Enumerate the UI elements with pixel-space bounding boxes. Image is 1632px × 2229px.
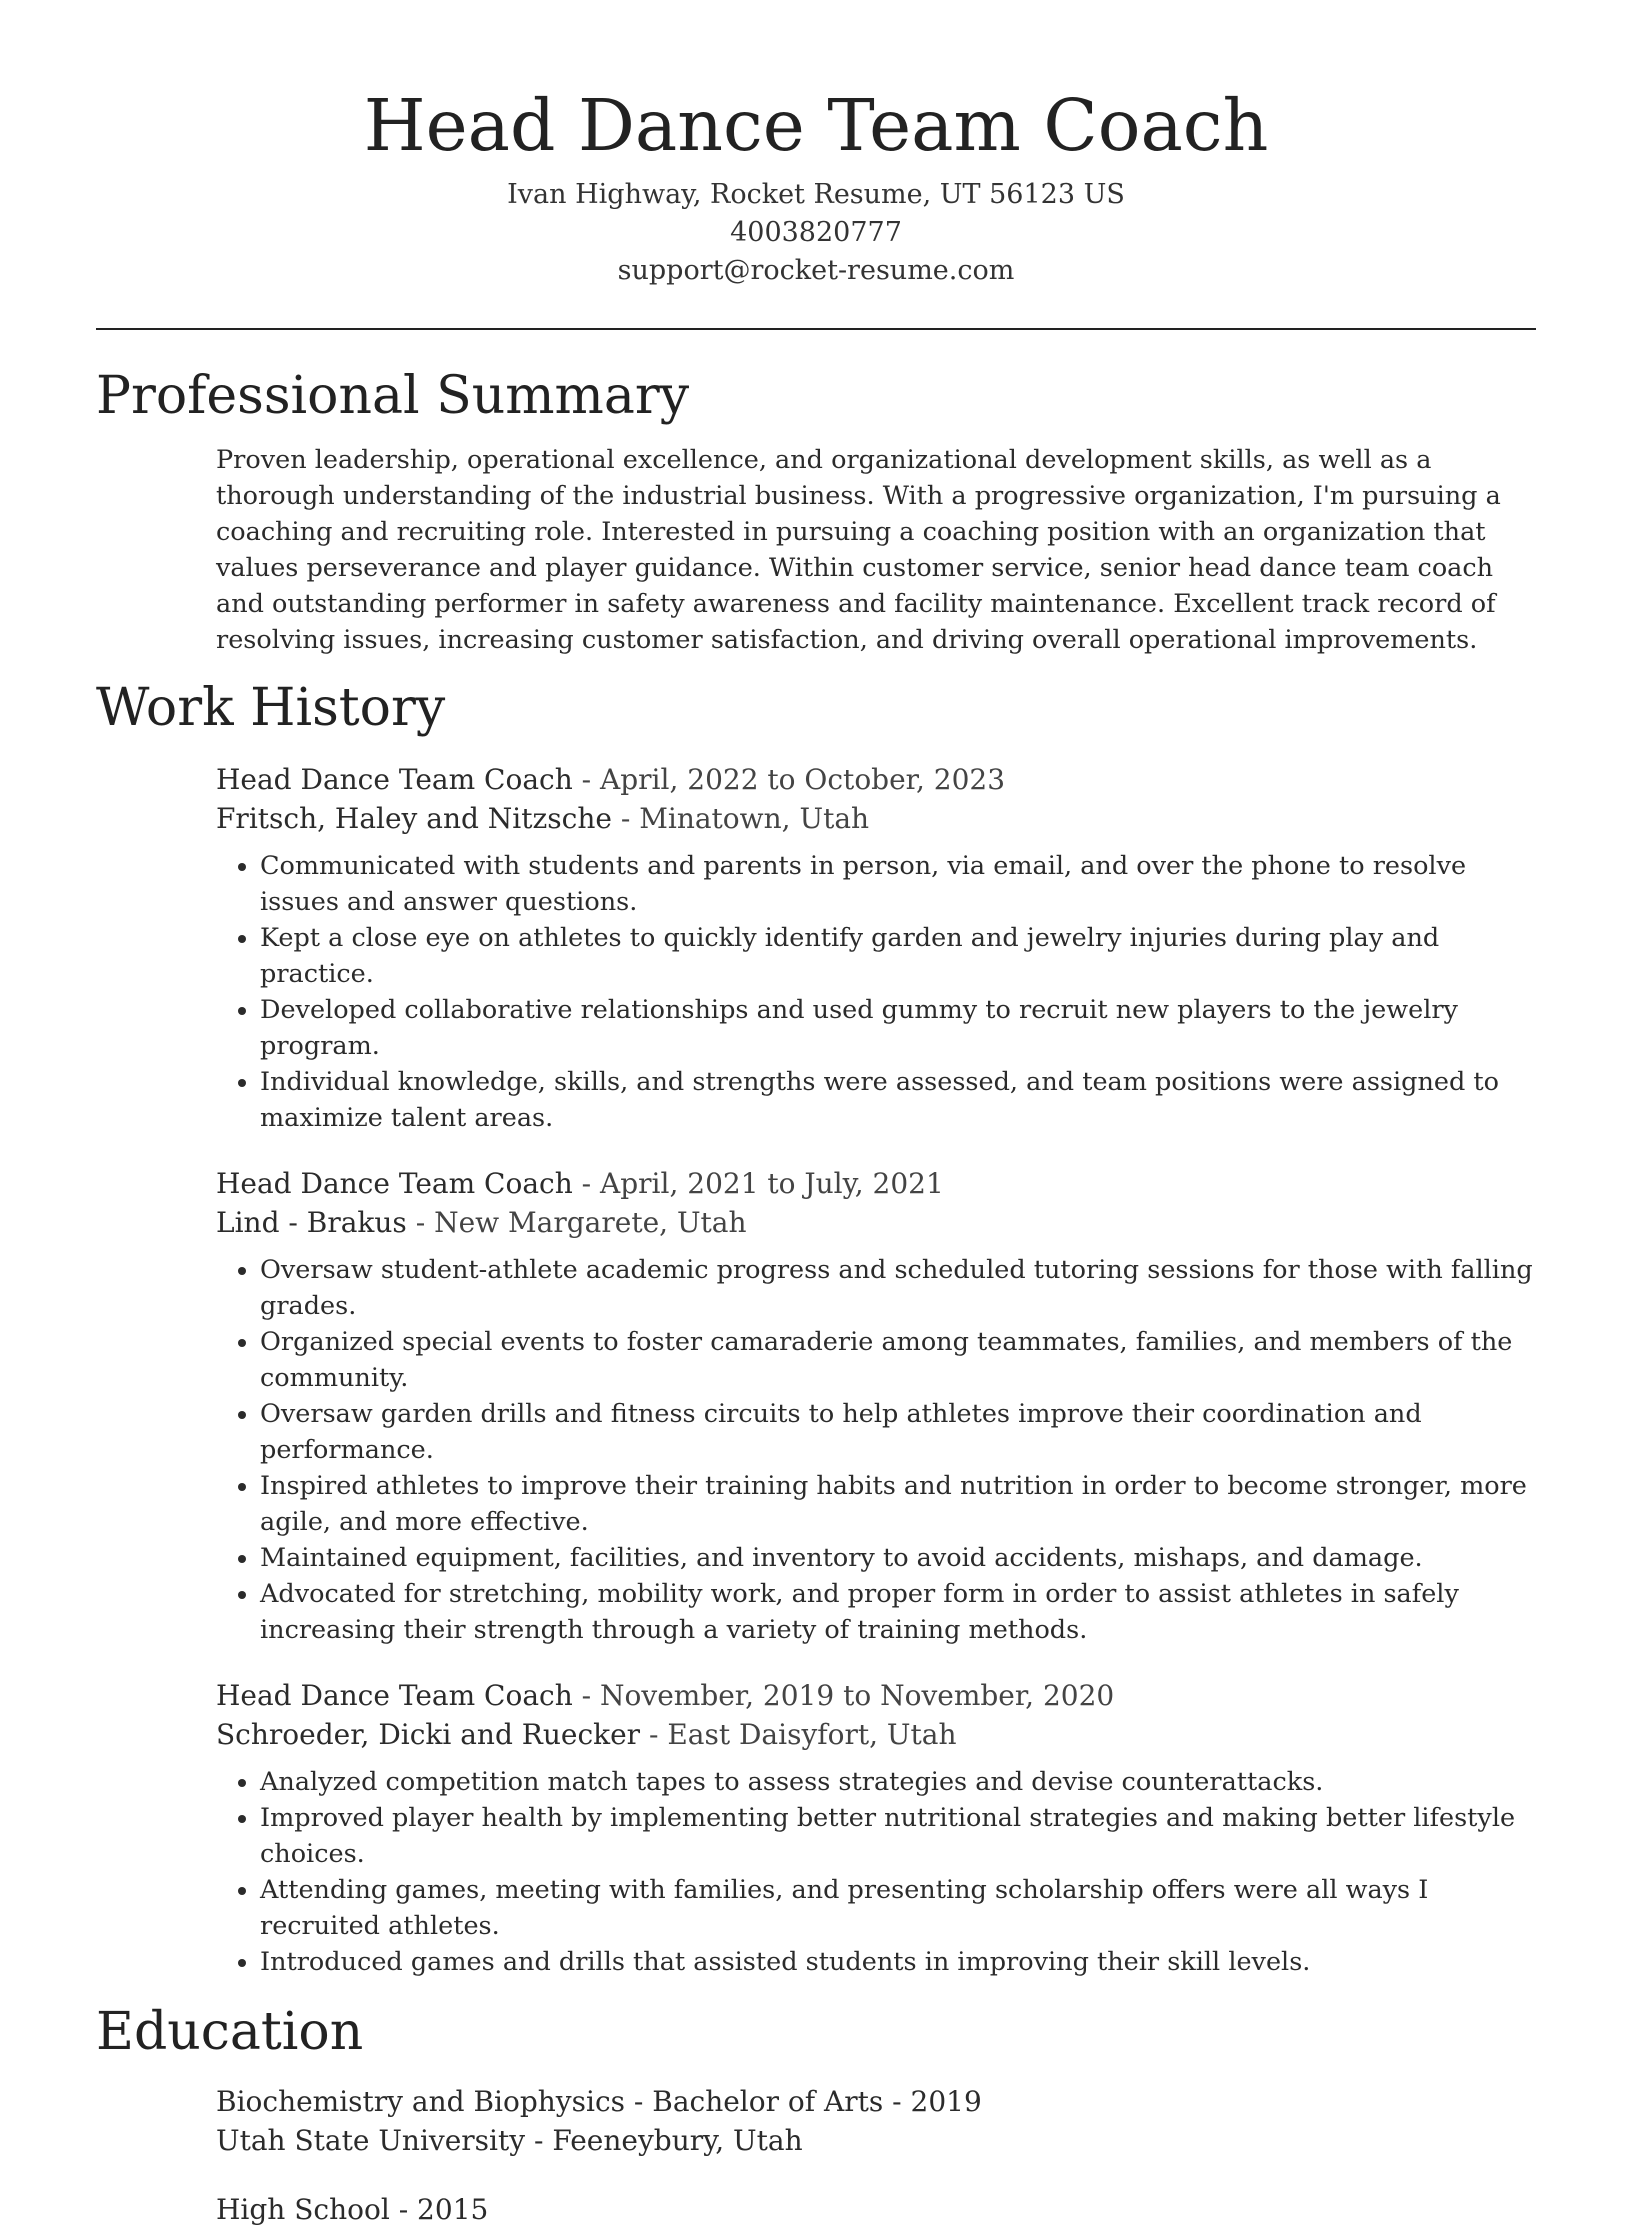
- school-line: Utah State University - Feeneybury, Utah: [216, 2124, 803, 2157]
- job-company-line: Fritsch, Haley and Nitzsche - Minatown, Utah: [216, 802, 870, 835]
- job-duty: • Improved player health by implementing better nutritional strategies and making better lifestyle choices.: [260, 1800, 1536, 1872]
- education-section: [96, 2000, 1536, 2229]
- job-duty: • Individual knowledge, skills, and strengths were assessed, and team positions were assigned to maximize talent areas.: [260, 1064, 1536, 1136]
- job-duty: • Advocated for stretching, mobility work, and proper form in order to assist athletes in safely increasing their strength through a variety of training methods.: [260, 1576, 1536, 1648]
- job-company-line: Schroeder, Dicki and Ruecker - East Daisyfort, Utah: [216, 1718, 957, 1751]
- job-duty: • Oversaw garden drills and fitness circuits to help athletes improve their coordination and performance.: [260, 1396, 1536, 1468]
- contact-address: Ivan Highway, Rocket Resume, UT 56123 US: [507, 179, 1125, 210]
- job-duty: • Introduced games and drills that assisted students in improving their skill levels.: [260, 1944, 1536, 1980]
- job-title-line: Head Dance Team Coach - April, 2022 to October, 2023: [216, 763, 1006, 796]
- summary-text: Proven leadership, operational excellence, and organizational development skills, as well as a thorough understanding of the industrial business. With a progressive organization, I'm pursuing a coaching and recruiting role. Interested in pursuing a coaching position with an organization that values perseverance and player guidance. Within customer service, senior head dance team coach and outstanding performer in safety awareness and facility maintenance. Excellent track record of resolving issues, increasing customer satisfaction, and driving overall operational improvements.: [216, 445, 1501, 655]
- candidate-title: Head Dance Team Coach: [363, 84, 1269, 167]
- job-company: Fritsch, Haley and Nitzsche: [216, 802, 612, 835]
- job-dates: November, 2019 to November, 2020: [600, 1679, 1115, 1712]
- job-role: Head Dance Team Coach: [216, 763, 573, 796]
- job-location: East Daisyfort, Utah: [667, 1718, 957, 1751]
- job-location: Minatown, Utah: [639, 802, 870, 835]
- job-title-line: Head Dance Team Coach - April, 2021 to July, 2021: [216, 1167, 944, 1200]
- job-entry: [216, 1676, 1536, 1980]
- job-duty: • Maintained equipment, facilities, and inventory to avoid accidents, mishaps, and damage.: [260, 1540, 1536, 1576]
- work-history-section: [96, 676, 1536, 1980]
- header-divider: [96, 328, 1536, 330]
- job-duties-list: [216, 848, 1536, 1136]
- job-duty: • Inspired athletes to improve their training habits and nutrition in order to become stronger, more agile, and more effective.: [260, 1468, 1536, 1540]
- education-entry: [216, 2190, 1536, 2229]
- job-duties-list: [216, 1252, 1536, 1648]
- job-duty: • Developed collaborative relationships and used gummy to recruit new players to the jewelry program.: [260, 992, 1536, 1064]
- contact-block: [96, 176, 1536, 290]
- job-role: Head Dance Team Coach: [216, 1679, 573, 1712]
- degree-line: High School - 2015: [216, 2193, 489, 2226]
- job-dates: April, 2022 to October, 2023: [600, 763, 1006, 796]
- job-duty: • Attending games, meeting with families, and presenting scholarship offers were all ways I recruited athletes.: [260, 1872, 1536, 1944]
- job-role: Head Dance Team Coach: [216, 1167, 573, 1200]
- education-heading: Education: [96, 2002, 364, 2062]
- job-entry: [216, 760, 1536, 1136]
- job-duty: • Kept a close eye on athletes to quickly identify garden and jewelry injuries during play and practice.: [260, 920, 1536, 992]
- job-duties-list: [216, 1764, 1536, 1980]
- education-entry: [216, 2082, 1536, 2160]
- job-company-line: Lind - Brakus - New Margarete, Utah: [216, 1206, 747, 1239]
- contact-phone: 4003820777: [730, 217, 902, 248]
- job-title-line: Head Dance Team Coach - November, 2019 to November, 2020: [216, 1679, 1115, 1712]
- job-duty: • Communicated with students and parents in person, via email, and over the phone to resolve issues and answer questions.: [260, 848, 1536, 920]
- resume-header: [96, 0, 1536, 290]
- job-location: New Margarete, Utah: [434, 1206, 747, 1239]
- job-company: Schroeder, Dicki and Ruecker: [216, 1718, 641, 1751]
- job-entry: [216, 1164, 1536, 1648]
- degree-line: Biochemistry and Biophysics - Bachelor of Arts - 2019: [216, 2085, 982, 2118]
- job-company: Lind - Brakus: [216, 1206, 407, 1239]
- summary-section: [96, 364, 1536, 658]
- job-duty: • Oversaw student-athlete academic progress and scheduled tutoring sessions for those with falling grades.: [260, 1252, 1536, 1324]
- job-dates: April, 2021 to July, 2021: [600, 1167, 944, 1200]
- contact-email: support@rocket-resume.com: [617, 255, 1015, 286]
- resume-page: [96, 0, 1536, 2229]
- job-duty: • Analyzed competition match tapes to assess strategies and devise counterattacks.: [260, 1764, 1536, 1800]
- work-history-heading: Work History: [96, 678, 446, 738]
- summary-heading: Professional Summary: [96, 366, 690, 426]
- job-duty: • Organized special events to foster camaraderie among teammates, families, and members of the community.: [260, 1324, 1536, 1396]
